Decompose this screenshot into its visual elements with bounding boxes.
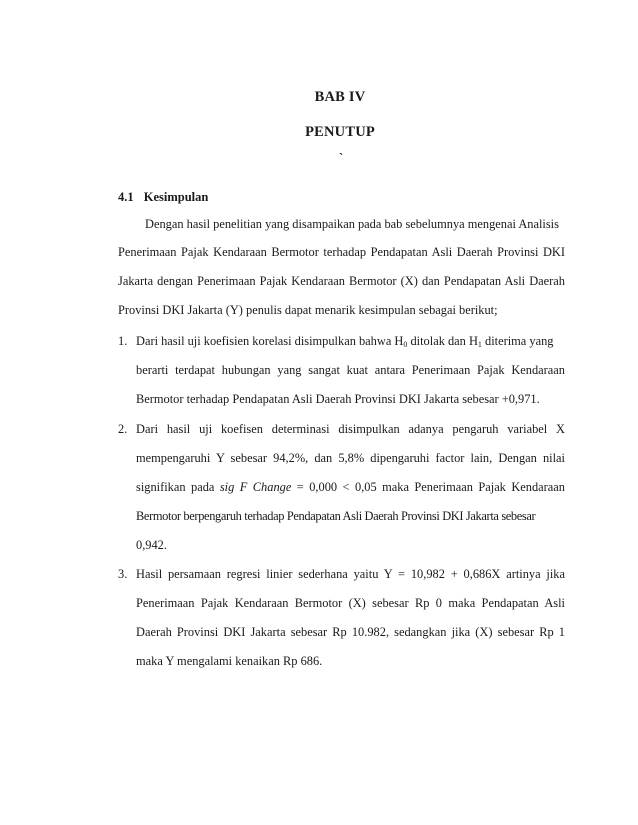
list-item-3-line-2: Penerimaan Pajak Kendaraan Bermotor (X) sebesar Rp 0 maka Pendapatan Asli (136, 596, 565, 610)
stray-mark: ` (338, 150, 344, 165)
section-heading (118, 190, 208, 205)
chapter-title: PENUTUP (305, 124, 375, 140)
list-item-3-line-3: Daerah Provinsi DKI Jakarta sebesar Rp 10.982, sedangkan jika (X) sebesar Rp 1 (136, 625, 565, 639)
list-item-2-line-1: Dari hasil uji koefisen determinasi disimpulkan adanya pengaruh variabel X (136, 422, 565, 436)
text-segment: signifikan pada (136, 480, 220, 494)
text-segment: = 0,000 < 0,05 maka Penerimaan Pajak Kendaraan (291, 480, 565, 494)
list-item-number: 3. (118, 567, 128, 581)
list-item-3-line-1: Hasil persamaan regresi linier sederhana yaitu Y = 10,982 + 0,686X artinya jika (136, 567, 565, 581)
subscript: 0 (403, 340, 408, 349)
list-item-1-line-2: berarti terdapat hubungan yang sangat kuat antara Penerimaan Pajak Kendaraan (136, 363, 565, 377)
text-segment: ditolak dan H (407, 334, 478, 348)
list-item-1-line-1 (136, 335, 554, 347)
intro-line-3: Jakarta dengan Penerimaan Pajak Kendaraan Bermotor (X) dan Pendapatan Asli Daerah (118, 274, 565, 288)
list-item-2-line-2: mempengaruhi Y sebesar 94,2%, dan 5,8% dipengaruhi factor lain, Dengan nilai (136, 451, 565, 465)
italic-term: sig F Change (219, 480, 292, 494)
intro-line-1: Dengan hasil penelitian yang disampaikan pada bab sebelumnya mengenai Analisis (145, 217, 559, 231)
text-segment: Dari hasil uji koefisien korelasi disimpulkan bahwa H (136, 334, 404, 348)
text-segment: diterima yang (481, 334, 554, 348)
section-title: Kesimpulan (143, 190, 209, 204)
list-item-3-line-4: maka Y mengalami kenaikan Rp 686. (136, 654, 323, 668)
intro-line-2: Penerimaan Pajak Kendaraan Bermotor terhadap Pendapatan Asli Daerah Provinsi DKI (118, 245, 565, 259)
chapter-number: BAB IV (314, 89, 366, 105)
subscript: 1 (477, 340, 482, 349)
list-item-1-line-3: Bermotor terhadap Pendapatan Asli Daerah Provinsi DKI Jakarta sebesar +0,971. (136, 392, 540, 406)
list-item-2-line-3 (136, 481, 565, 493)
intro-line-4: Provinsi DKI Jakarta (Y) penulis dapat menarik kesimpulan sebagai berikut; (118, 303, 498, 317)
list-item-2-line-5: 0,942. (136, 538, 167, 552)
list-item-2-line-4: Bermotor berpengaruh terhadap Pendapatan Asli Daerah Provinsi DKI Jakarta sebesar (136, 509, 536, 523)
list-item-number: 1. (118, 334, 128, 348)
section-number: 4.1 (118, 190, 134, 204)
list-item-number: 2. (118, 422, 128, 436)
